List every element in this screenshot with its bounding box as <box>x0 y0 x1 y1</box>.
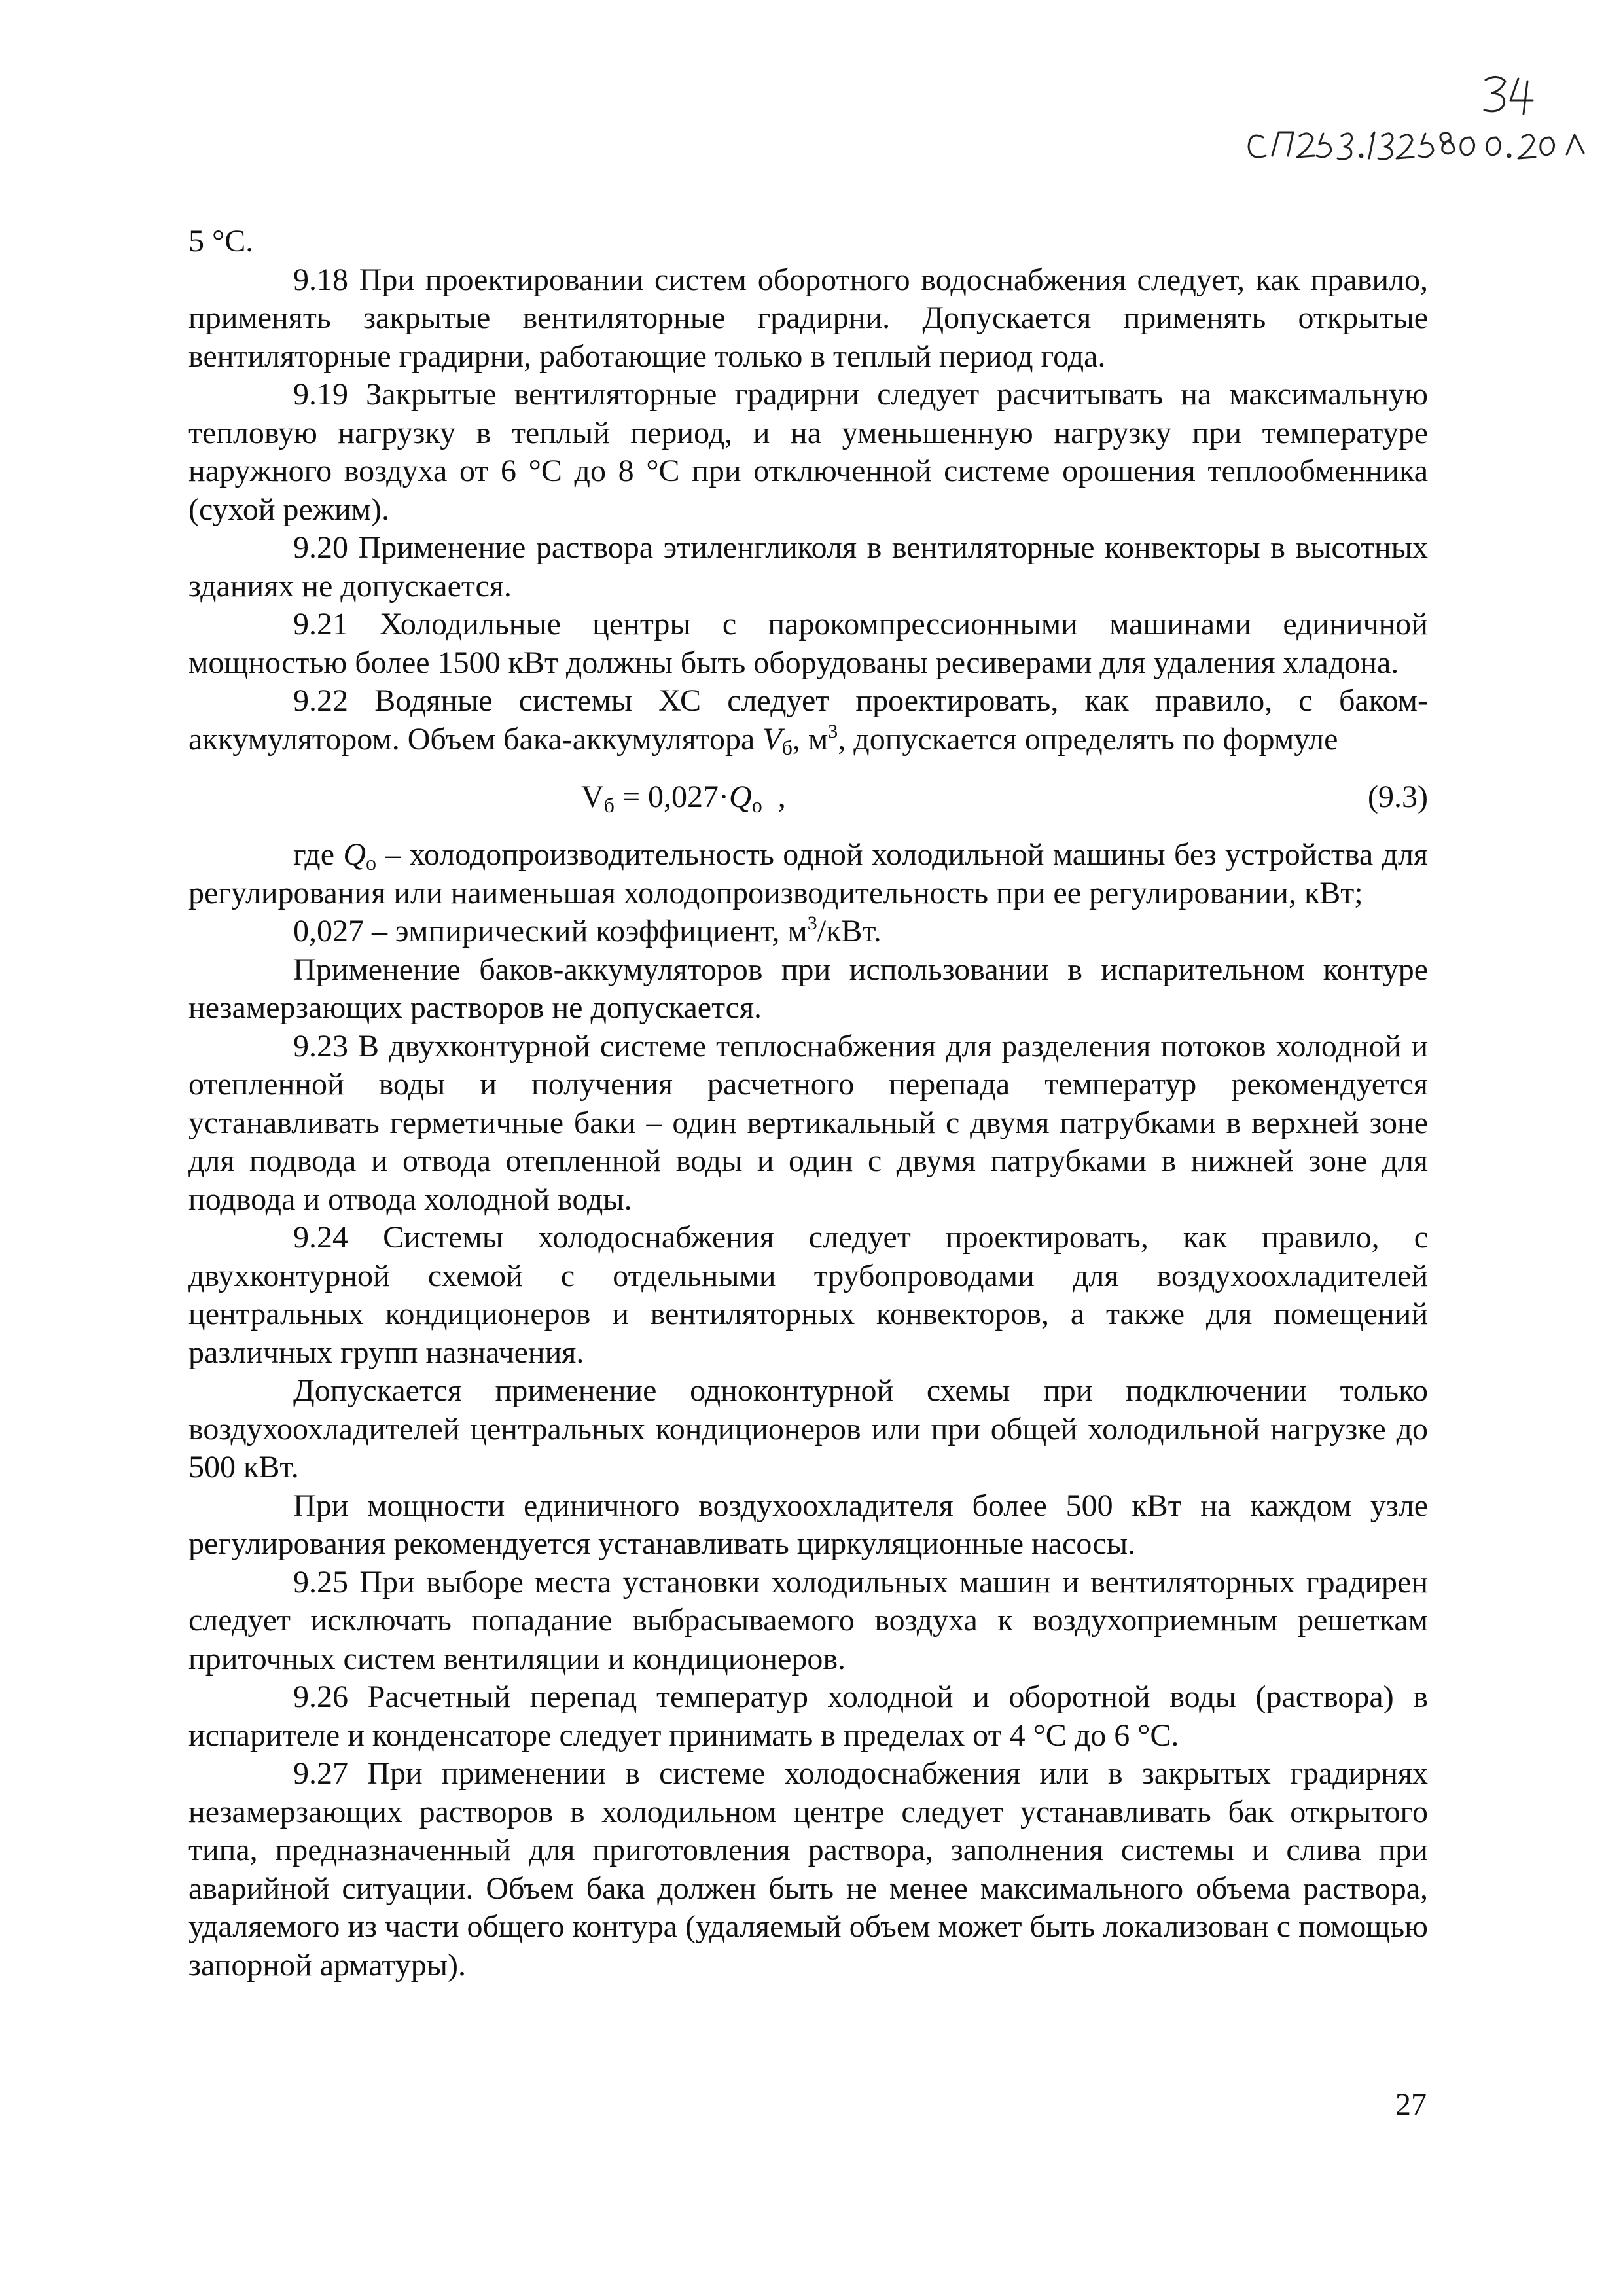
subscript: б <box>603 793 615 817</box>
formula-9-3 <box>188 759 1428 836</box>
handwritten-annotation <box>1204 65 1597 170</box>
handwritten-signature-graphic <box>1204 65 1597 170</box>
paragraph-9-27: 9.27 При применении в системе холодоснабжения или в закрытых градирнях незамерзающих растворов в холодильном центре следует устанавливать бак открытого типа, предназначенный для приготовления раствора, заполнения системы и слива при аварийной ситуации. Объем бака должен быть не менее максимального объема раствора, удаляемого из части общего контура (удаляемый объем может быть локализован с помощью запорной арматуры). <box>188 1756 1428 1982</box>
formula-coefficient: = 0,027· <box>614 780 730 814</box>
paragraph-9-23: 9.23 В двухконтурной системе теплоснабжения для разделения потоков холодной и отепленной воды и получения расчетного перепада температур рекомендуется устанавливать герметичные баки – один вертикальный с двумя патрубками в верхней зоне для подвода и отвода отепленной воды и один с двумя патрубками в нижней зоне для подвода и отвода холодной воды. <box>188 1028 1428 1217</box>
paragraph-9-25: 9.25 При выборе места установки холодильных машин и вентиляторных градирен следует исключать попадание выбрасываемого воздуха к воздухоприемным решеткам приточных систем вентиляции и кондиционеров. <box>188 1564 1428 1676</box>
variable-v: V <box>762 721 782 757</box>
page-number: 27 <box>1395 2087 1427 2122</box>
text-run: – холодопроизводительность одной холодильной машины без устройства для регулирования или наименьшая холодопроизводительность при ее регулировании, кВт; <box>188 837 1428 910</box>
paragraph-coefficient <box>188 912 1428 951</box>
paragraph-9-20: 9.20 Применение раствора этиленгликоля в вентиляторные конвекторы в высотных зданиях не допускается. <box>188 530 1428 603</box>
document-body <box>188 223 1428 1984</box>
subscript: о <box>366 851 377 874</box>
paragraph-pumps: При мощности единичного воздухоохладителя более 500 кВт на каждом узле регулирования рекомендуется устанавливать циркуляционные насосы. <box>188 1488 1428 1561</box>
text-run: , допускается определять по формуле <box>838 721 1338 757</box>
formula-comma: , <box>762 780 786 814</box>
text-run: , м <box>792 721 829 757</box>
paragraph-where <box>188 836 1428 912</box>
text-run: где <box>293 837 344 872</box>
superscript: 3 <box>828 720 838 742</box>
paragraph-9-22 <box>188 682 1428 759</box>
formula-lhs: V <box>581 780 604 814</box>
formula-number: (9.3) <box>1368 780 1428 814</box>
formula-expression <box>581 759 786 836</box>
text-run: 9.22 Водяные системы ХС следует проектировать, как правило, с баком-аккумулятором. Объем бака-аккумулятора <box>188 683 1428 757</box>
paragraph-9-19: 9.19 Закрытые вентиляторные градирни следует расчитывать на максимальную тепловую нагрузку в теплый период, и на уменьшенную нагрузку при температуре наружного воздуха от 6 °С до 8 °С при отключенной системе орошения теплообменника (сухой режим). <box>188 377 1428 527</box>
text-run: /кВт. <box>817 914 882 948</box>
paragraph-9-26: 9.26 Расчетный перепад температур холодной и оборотной воды (раствора) в испарителе и конденсаторе следует принимать в пределах от 4 °С до 6 °С. <box>188 1679 1428 1753</box>
paragraph-accumulators: Применение баков-аккумуляторов при использовании в испарительном контуре незамерзающих растворов не допускается. <box>188 952 1428 1025</box>
superscript: 3 <box>807 912 817 934</box>
variable-q: Q <box>343 837 366 872</box>
paragraph-continuation: 5 °С. <box>188 224 254 259</box>
paragraph-9-18: 9.18 При проектировании систем оборотного водоснабжения следует, как правило, применять закрытые вентиляторные градирни. Допускается применять открытые вентиляторные градирни, работающие только в теплый период года. <box>188 262 1428 374</box>
text-run: 0,027 – эмпирический коэффициент, м <box>293 914 808 948</box>
subscript: б <box>781 735 793 759</box>
paragraph-9-24: 9.24 Системы холодоснабжения следует проектировать, как правило, с двухконтурной схемой с отдельными трубопроводами для воздухоохладителей центральных кондиционеров и вентиляторных конвекторов, а также для помещений различных групп назначения. <box>188 1220 1428 1370</box>
variable-q: Q <box>729 780 752 814</box>
paragraph-9-21: 9.21 Холодильные центры с парокомпрессионными машинами единичной мощностью более 1500 кВт должны быть оборудованы ресиверами для удаления хладона. <box>188 607 1428 680</box>
paragraph-single-circuit: Допускается применение одноконтурной схемы при подключении только воздухоохладителей центральных кондиционеров или при общей холодильной нагрузке до 500 кВт. <box>188 1373 1428 1484</box>
subscript: о <box>751 793 762 817</box>
